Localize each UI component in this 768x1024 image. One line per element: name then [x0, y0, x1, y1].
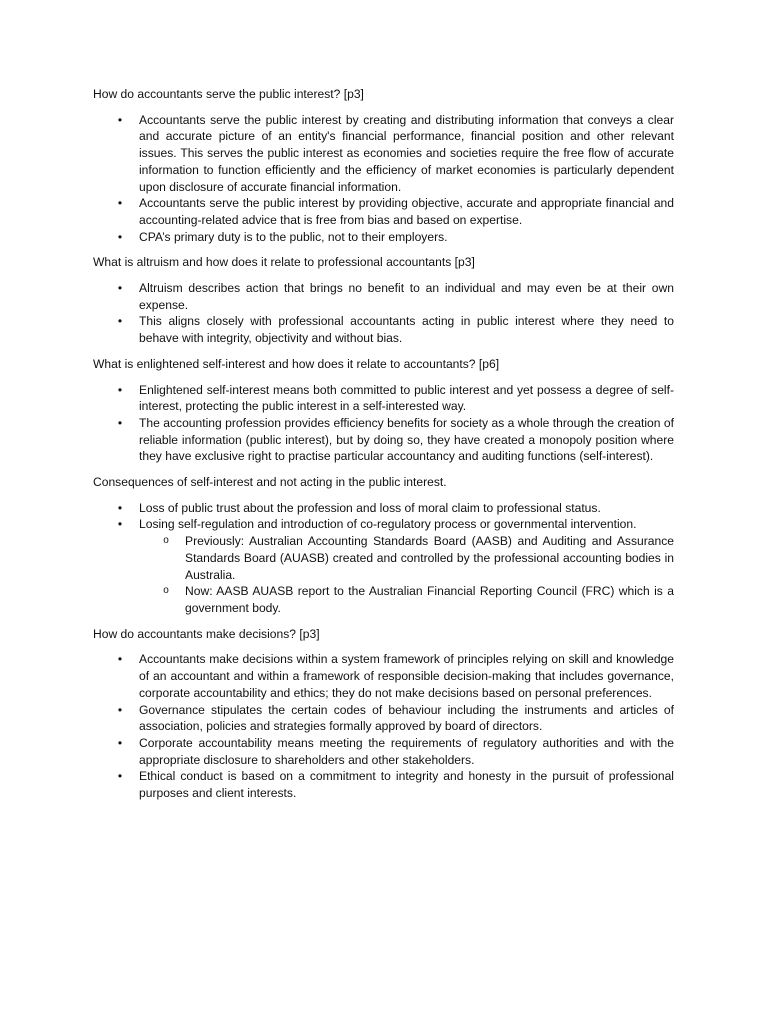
section-question: What is enlightened self-interest and how does it relate to accountants? [p6] [93, 356, 500, 371]
list-item-text: Altruism describes action that brings no benefit to an individual and may even be at their own expense. [139, 281, 674, 312]
list-item [93, 382, 674, 415]
list-item [93, 415, 674, 465]
list-item [93, 229, 674, 246]
bullet-list [93, 112, 674, 246]
bullet-icon: • [117, 517, 123, 532]
list-item [93, 280, 674, 313]
document-page [93, 86, 674, 811]
list-item [93, 500, 674, 517]
bullet-icon: • [117, 112, 123, 127]
sub-bullet-icon: o [163, 535, 169, 547]
list-item [93, 651, 674, 701]
list-item [93, 195, 674, 228]
list-item [93, 112, 674, 196]
list-item [93, 702, 674, 735]
list-item [93, 735, 674, 768]
list-item-text: CPA’s primary duty is to the public, not to their employers. [139, 229, 448, 244]
sub-list-item-text: Now: AASB AUASB report to the Australian Financial Reporting Council (FRC) which is a government body. [185, 584, 674, 615]
section-question: How do accountants serve the public interest? [p3] [93, 87, 364, 101]
bullet-icon: • [117, 702, 123, 717]
sub-list-item [139, 583, 674, 616]
sub-list-item-text: Previously: Australian Accounting Standards Board (AASB) and Auditing and Assurance Standards Board (AUASB) created and controlled by the professional accounting bodies in Australia. [185, 534, 674, 582]
list-item [93, 768, 674, 801]
bullet-icon: • [117, 229, 123, 244]
list-item [93, 313, 674, 346]
list-item-text: This aligns closely with professional accountants acting in public interest where they need to behave with integrity, objectivity and without bias. [139, 314, 674, 346]
list-item-text: Accountants serve the public interest by creating and distributing information that conveys a clear and accurate picture of an entity's financial performance, financial position and other relevant issues. This serves the public interest as economies and societies require the free flow of accurate information to function efficiently and the efficiency of market economies is particularly dependent upon disclosure of accurate financial information. [139, 112, 674, 194]
list-item-text: The accounting profession provides efficiency benefits for society as a whole through the creation of reliable information (public interest), but by doing so, they have created a monopoly position where they have exclusive right to practise particular accountancy and auditing functions (self-interest). [139, 415, 674, 464]
bullet-icon: • [117, 769, 123, 784]
list-item-text: Accountants serve the public interest by providing objective, accurate and appropriate financial and accounting-related advice that is free from bias and based on expertise. [139, 196, 674, 227]
bullet-icon: • [117, 196, 123, 211]
list-item-text: Loss of public trust about the profession and loss of moral claim to professional status. [139, 500, 601, 515]
bullet-list [93, 500, 674, 617]
bullet-list [93, 382, 674, 466]
list-item-text: Governance stipulates the certain codes of behaviour including the instruments and articles of association, policies and strategies formally approved by board of directors. [139, 702, 674, 734]
bullet-list [93, 280, 674, 347]
bullet-icon: • [117, 500, 123, 515]
list-item-text: Losing self-regulation and introduction of co-regulatory process or governmental intervention. [139, 517, 637, 532]
list-item [93, 516, 674, 616]
sub-bullet-icon: o [163, 585, 169, 597]
section-question: What is altruism and how does it relate to professional accountants [p3] [93, 255, 475, 270]
bullet-icon: • [117, 415, 123, 430]
bullet-icon: • [117, 314, 123, 329]
bullet-list [93, 651, 674, 801]
list-item-text: Accountants make decisions within a system framework of principles relying on skill and knowledge of an accountant and within a framework of responsible decision-making that includes governance, corporate accountability and ethics; they do not make decisions based on personal preferences. [139, 652, 674, 700]
bullet-icon: • [117, 652, 123, 667]
list-item-text: Enlightened self-interest means both committed to public interest and yet possess a degree of self-interest, protecting the public interest in a self-interested way. [139, 382, 674, 414]
bullet-icon: • [117, 281, 123, 296]
list-item-text: Ethical conduct is based on a commitment to integrity and honesty in the pursuit of professional purposes and client interests. [139, 769, 674, 801]
sub-bullet-list [139, 533, 674, 617]
section-question: Consequences of self-interest and not acting in the public interest. [93, 475, 447, 490]
bullet-icon: • [117, 735, 123, 750]
bullet-icon: • [117, 382, 123, 397]
section-question: How do accountants make decisions? [p3] [93, 626, 320, 641]
sub-list-item [139, 533, 674, 583]
list-item-text: Corporate accountability means meeting the requirements of regulatory authorities and with the appropriate disclosure to shareholders and other stakeholders. [139, 735, 674, 767]
